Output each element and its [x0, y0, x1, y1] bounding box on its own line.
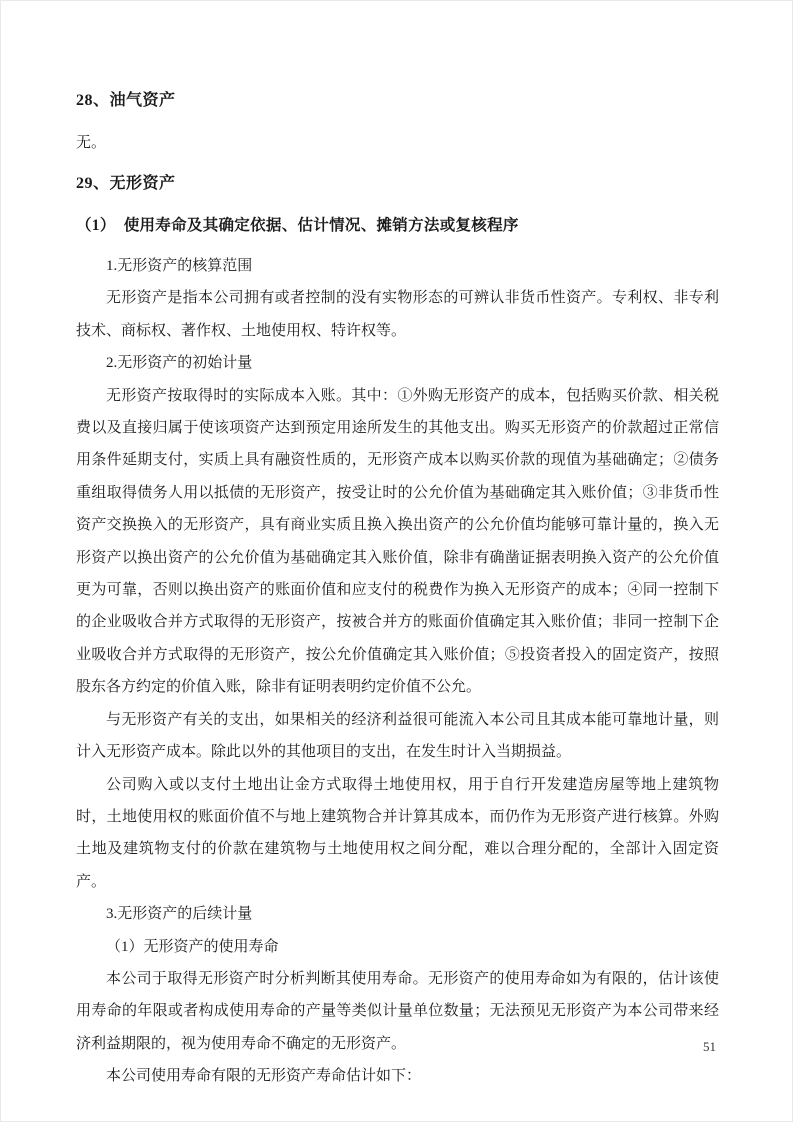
paragraph-accounting-scope: 无形资产是指本公司拥有或者控制的没有实物形态的可辨认非货币性资产。专利权、非专利技术、商标权、著作权、土地使用权、特许权等。: [76, 290, 719, 339]
paragraph-useful-life-judgement: 本公司于取得无形资产时分析判断其使用寿命。无形资产的使用寿命如为有限的，估计该使用寿命的年限或者构成使用寿命的产量等类似计量单位数量；无法预见无形资产为本公司带来经济利益期限的，视为使用寿命不确定的无形资产。: [76, 970, 719, 1052]
paragraph-accounting-scope-title: 1.无形资产的核算范围: [106, 258, 253, 274]
paragraph-useful-life-subtitle: （1）无形资产的使用寿命: [106, 938, 279, 955]
page-number: 51: [703, 1039, 716, 1054]
paragraph-useful-life-estimate-intro: 本公司使用寿命有限的无形资产寿命估计如下：: [106, 1068, 422, 1085]
paragraph-land-use-right: 公司购入或以支付土地出让金方式取得土地使用权，用于自行开发建造房屋等地上建筑物时，土地使用权的账面价值不与地上建筑物合并计算其成本，而仍作为无形资产进行核算。外购土地及建筑物支付的价款在建筑物与土地使用权之间分配，难以合理分配的，全部计入固定资产。: [76, 776, 719, 890]
paragraph-related-expenditure: 与无形资产有关的支出，如果相关的经济利益很可能流入本公司且其成本能可靠地计量，则计入无形资产成本。除此以外的其他项目的支出，在发生时计入当期损益。: [76, 711, 719, 761]
section-heading-intangible-assets: 29、无形资产: [76, 175, 176, 192]
section-heading-oil-gas-assets: 28、油气资产: [76, 92, 176, 109]
document-body: [76, 250, 719, 1093]
paragraph-subsequent-measurement-title: 3.无形资产的后续计量: [106, 906, 253, 923]
document-content: [76, 91, 719, 1093]
paragraph-initial-measurement-title: 2.无形资产的初始计量: [106, 355, 253, 372]
subsection-heading-useful-life: （1） 使用寿命及其确定依据、估计情况、摊销方法或复核程序: [76, 217, 519, 234]
paragraph-initial-measurement: 无形资产按取得时的实际成本入账。其中：①外购无形资产的成本，包括购买价款、相关税费以及直接归属于使该项资产达到预定用途所发生的其他支出。购买无形资产的价款超过正常信用条件延期支付，实质上具有融资性质的，无形资产成本以购买价款的现值为基础确定；②债务重组取得债务人用以抵债的无形资产，按受让时的公允价值为基础确定其入账价值；③非货币性资产交换换入的无形资产，具有商业实质且换入换出资产的公允价值均能够可靠计量的，换入无形资产以换出资产的公允价值为基础确定其入账价值，除非有确凿证据表明换入资产的公允价值更为可靠，否则以换出资产的账面价值和应支付的税费作为换入无形资产的成本；④同一控制下的企业吸收合并方式取得的无形资产，按被合并方的账面价值确定其入账价值；非同一控制下企业吸收合并方式取得的无形资产，按公允价值确定其入账价值；⑤投资者投入的固定资产，按照股东各方约定的价值入账，除非有证明表明约定价值不公允。: [76, 387, 719, 696]
paragraph-none: 无。: [76, 135, 107, 151]
